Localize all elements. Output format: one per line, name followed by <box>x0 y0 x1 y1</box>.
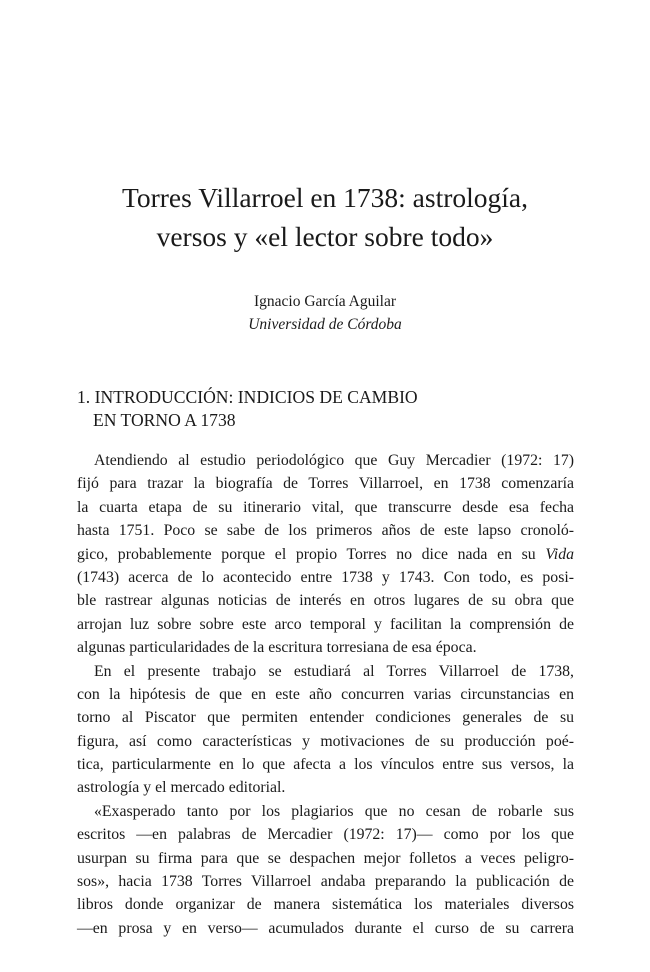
text-line: hasta 1751. Poco se sabe de los primeros años de este lapso cronoló- <box>77 522 574 540</box>
paragraph-3 <box>77 800 574 940</box>
text-line: libros donde organizar de manera sistemática los materiales diversos <box>77 896 574 914</box>
text-line: usurpan su firma para que se despachen mejor folletos a veces peligro- <box>77 849 574 867</box>
text-line: arrojan luz sobre sobre este arco temporal y facilitan la comprensión de <box>77 615 574 633</box>
author-affiliation: Universidad de Córdoba <box>248 316 402 333</box>
section-heading-line-1: 1. INTRODUCCIÓN: INDICIOS DE CAMBIO <box>77 387 418 407</box>
text-line: tica, particularmente en lo que afecta a los vínculos entre sus versos, la <box>77 756 574 774</box>
body-text <box>77 449 574 940</box>
paragraph-1 <box>77 449 574 660</box>
text-line: fijó para trazar la biografía de Torres Villarroel, en 1738 comenzaría <box>77 475 574 493</box>
text-line: sos», hacia 1738 Torres Villarroel andaba preparando la publicación de <box>77 873 574 891</box>
text-line: ble rastrear algunas noticias de interés en otros lugares de su obra que <box>77 592 574 610</box>
text-line: astrología y el mercado editorial. <box>77 779 286 797</box>
text-line: la cuarta etapa de su itinerario vital, que transcurre desde esa fecha <box>77 498 574 516</box>
text-line: «Exasperado tanto por los plagiarios que no cesan de robarle sus <box>94 802 574 820</box>
text-line: figura, así como características y motivaciones de su producción poé- <box>77 732 574 750</box>
text-line <box>77 543 574 566</box>
text-line: —en prosa y en verso— acumulados durante el curso de su carrera <box>77 919 574 937</box>
author-block <box>0 290 650 336</box>
text-line: En el presente trabajo se estudiará al Torres Villarroel de 1738, <box>94 662 574 680</box>
text-line: (1743) acerca de lo acontecido entre 1738 y 1743. Con todo, es posi- <box>77 568 574 586</box>
text-fragment: gico, probablemente porque el propio Torres no dice nada en su <box>77 545 546 563</box>
paragraph-2 <box>77 660 574 800</box>
title-line-1: Torres Villarroel en 1738: astrología, <box>121 182 528 213</box>
text-line: torno al Piscator que permiten entender condiciones generales de su <box>77 709 574 727</box>
work-title-vida: Vida <box>545 545 574 563</box>
text-line: algunas particularidades de la escritura torresiana de esa época. <box>77 639 477 657</box>
text-line: con la hipótesis de que en este año concurren varias circunstancias en <box>77 685 574 703</box>
article-title <box>0 178 650 256</box>
section-heading-line-2: EN TORNO A 1738 <box>93 410 236 430</box>
section-heading <box>77 386 418 432</box>
author-name: Ignacio García Aguilar <box>253 293 397 310</box>
title-line-2: versos y «el lector sobre todo» <box>156 221 494 252</box>
text-line: Atendiendo al estudio periodológico que Guy Mercadier (1972: 17) <box>94 452 574 469</box>
text-line: escritos —en palabras de Mercadier (1972: 17)— como por los que <box>77 826 574 844</box>
